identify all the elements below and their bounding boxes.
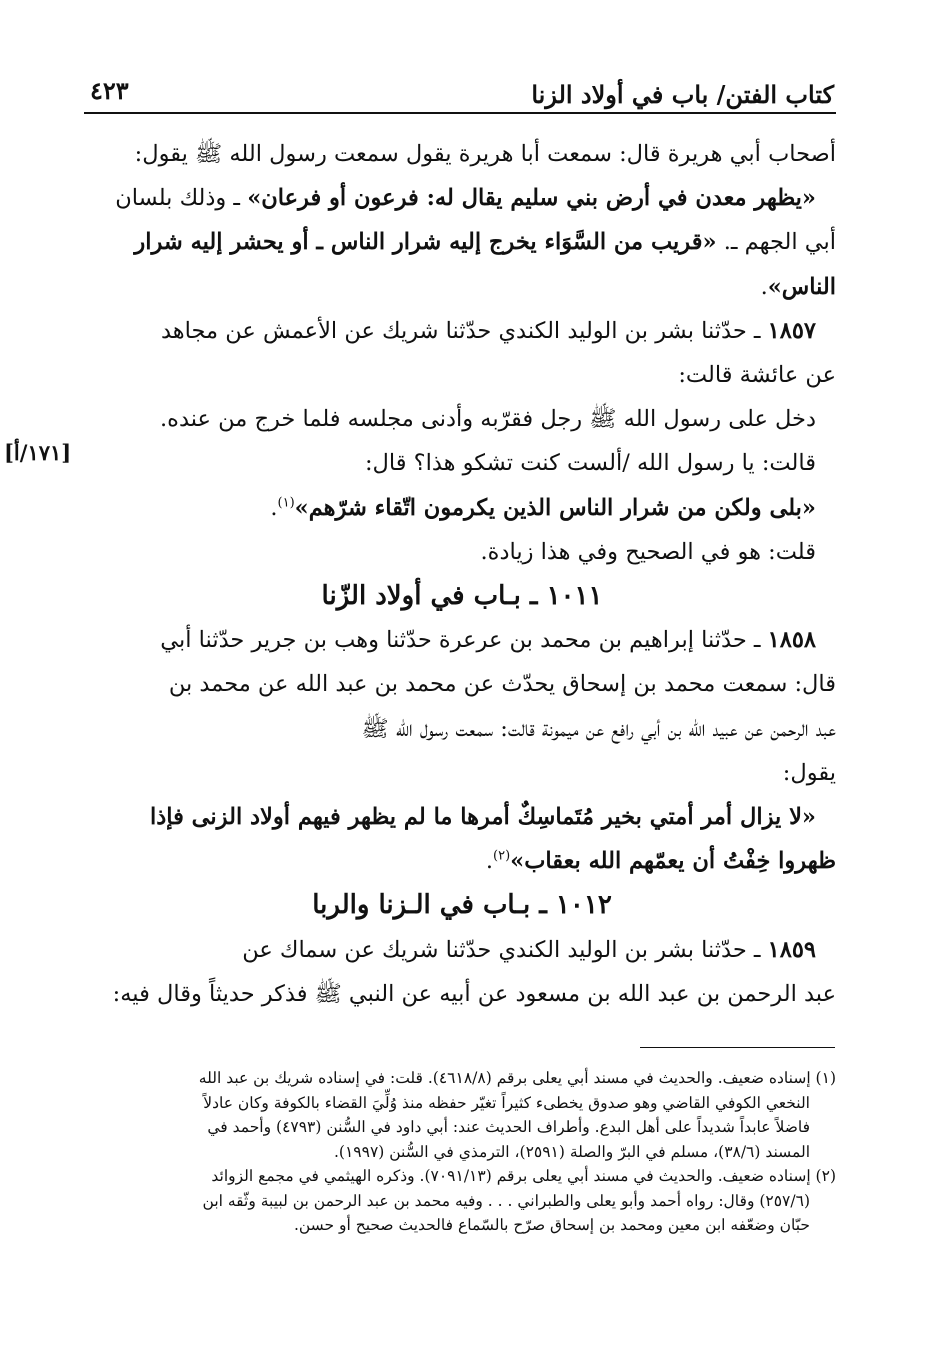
footnote-line: حبّان وضعّفه ابن معين ومحمد بن إسحاق صرّح بالسّماع فالحديث صحيح أو حسن. (293, 1216, 810, 1234)
section-heading-1012: ١٠١٢ ـ بـاب في الـزنا والربا (312, 890, 612, 921)
running-header (84, 72, 836, 114)
footnote-2: (٢) إسناده ضعيف. والحديث في مسند أبي يعلى برقم (٧٠٩١/١٣). وذكره الهيثمي في مجمع الزوائد (211, 1167, 836, 1185)
text-line: الناس». (760, 273, 836, 300)
hadith-number: ١٨٥٩ (767, 936, 816, 963)
footnote-1: (١) إسناده ضعيف. والحديث في مسند أبي يعلى برقم (٤٦١٨/٨). قلت: في إسناده شريك بن عبد الله (198, 1069, 836, 1087)
text-line: عبد الرحمن عن عبيد الله بن أبي رافع عن ميمونة قالت: سمعت رسول الله ﷺ (361, 715, 836, 742)
hadith-number: ١٨٥٧ (767, 317, 816, 344)
footnote-line: (٢٥٧/٦) وقال: رواه أحمد وأبو يعلى والطبراني . . . وفيه محمد بن عبد الرحمن بن لبيبة وثّقه ابن (202, 1191, 810, 1210)
text-line: يقول: (782, 759, 836, 786)
section-heading-1011: ١٠١١ ـ بـاب في أولاد الزّنا (321, 581, 603, 612)
text-line: أبي الجهم ـ. «قريب من السَّوَاء يخرج إليه شرار الناس ـ أو يحشر إليه شرار (134, 229, 836, 256)
text-line: ظهروا خِفْتُ أن يعمّهم الله بعقاب»$^{(٢)}$. (485, 848, 836, 875)
hadith-quote: «لا يزال أمر أمتي بخير مُتَماسِكٌ أمرها ما لم يظهر فيهم أولاد الزنى فإذا (149, 804, 816, 831)
footnote-line: النخعي الكوفي القاضي وهو صدوق يخطىء كثيراً تغيّر حفظه منذ وُلِّيَ القضاء بالكوفة وكان عادلاً (203, 1093, 810, 1112)
main-text (88, 132, 836, 1016)
footnote-ref[interactable]: (١) (277, 495, 295, 511)
text-line: دخل على رسول الله ﷺ رجل فقرّبه وأدنى مجلسه فلما خرج من عنده. (160, 406, 816, 433)
footnote-line: المسند (٣٨/٦)، مسلم في البرّ والصلة (٢٥٩١)، الترمذي في السُّنن (١٩٩٧). (333, 1142, 810, 1161)
hadith-number: ١٨٥٨ (767, 627, 816, 654)
hadith-quote: «قريب من السَّوَاء يخرج إليه شرار الناس ـ أو يحشر إليه شرار (134, 229, 717, 256)
hadith-quote: «بلى ولكن من شرار الناس الذين يكرمون اتّقاء شرّهم» (294, 494, 816, 521)
hadith-1859: ١٨٥٩ ـ حدّثنا بشر بن الوليد الكندي حدّثنا شريك عن سماك عن (242, 936, 816, 963)
text-line: «بلى ولكن من شرار الناس الذين يكرمون اتّقاء شرّهم»$^{(١)}$. (270, 494, 816, 521)
footnote-divider (640, 1047, 835, 1048)
running-title: كتاب الفتن/ باب في أولاد الزنا (531, 80, 834, 109)
margin-folio-note: [١٧١/أ] (4, 440, 72, 465)
footnote-ref[interactable]: (٢) (493, 848, 511, 864)
hadith-1858: ١٨٥٨ ـ حدّثنا إبراهيم بن محمد بن عرعرة حدّثنا وهب بن جرير حدّثنا أبي (160, 627, 816, 654)
hadith-1857: ١٨٥٧ ـ حدّثنا بشر بن الوليد الكندي حدّثنا شريك عن الأعمش عن مجاهد (161, 317, 816, 344)
text-line: أصحاب أبي هريرة قال: سمعت أبا هريرة يقول سمعت رسول الله ﷺ يقول: (134, 141, 836, 167)
hadith-quote: الناس» (767, 273, 836, 300)
text-line: عن عائشة قالت: (678, 362, 836, 389)
text-line: قالت: يا رسول الله /ألست كنت تشكو هذا؟ قال: (364, 450, 816, 477)
text-line: قال: سمعت محمد بن إسحاق يحدّث عن محمد بن عبد الله عن محمد بن (168, 671, 836, 698)
footnotes (84, 1066, 836, 1238)
text-line: عبد الرحمن بن عبد الله بن مسعود عن أبيه عن النبي ﷺ فذكر حديثاً وقال فيه: (112, 980, 836, 1007)
hadith-quote: ظهروا خِفْتُ أن يعمّهم الله بعقاب» (510, 848, 836, 875)
footnote-line: فاضلاً عابداً شديداً على أهل البدع. وأطراف الحديث عند: أبي داود في السُّنن (٤٧٩٣) وأحمد في (207, 1118, 810, 1136)
hadith-quote: «يظهر معدن في أرض بني سليم يقال له: فرعون أو فرعان» (247, 185, 816, 212)
text-line: «يظهر معدن في أرض بني سليم يقال له: فرعون أو فرعان» ـ وذلك بلسان (115, 185, 816, 212)
text-line: قلت: هو في الصحيح وفي هذا زيادة. (480, 538, 816, 565)
page-number: ٤٢٣ (90, 76, 129, 105)
text-line (88, 795, 836, 839)
